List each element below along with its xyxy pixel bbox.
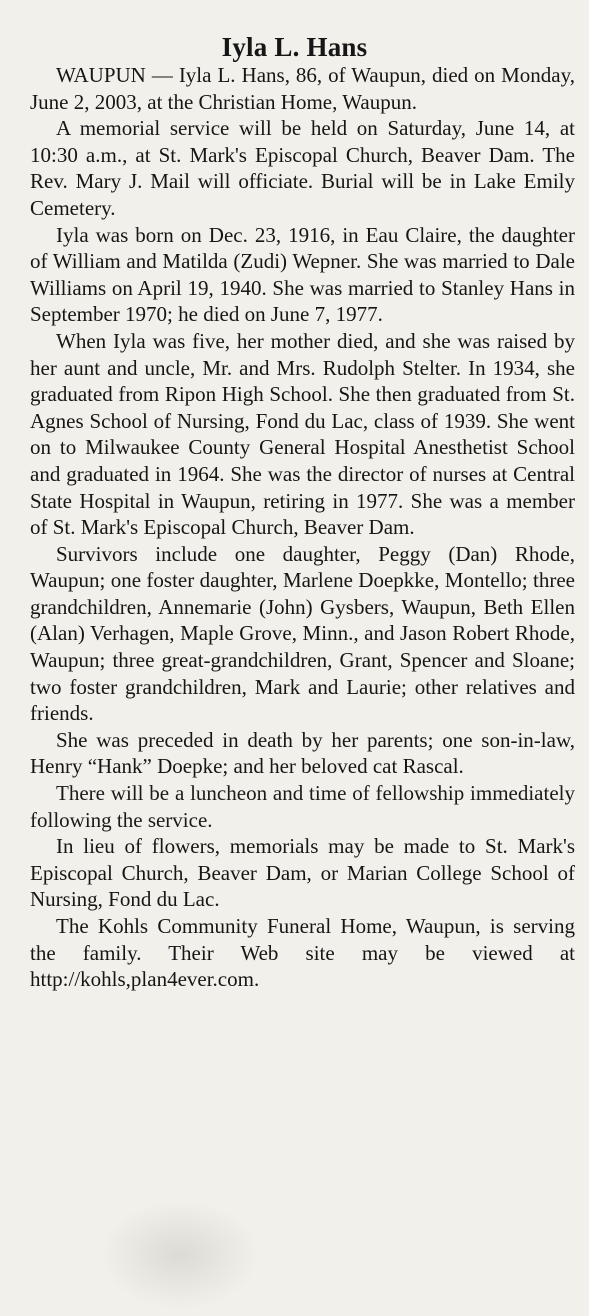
paragraph-preceded-in-death: She was preceded in death by her parents; one son-in-law, Henry “Hank” Doepke; and her beloved cat Rascal. [30, 727, 575, 779]
paragraph-luncheon: There will be a luncheon and time of fellowship immediately following the service. [30, 781, 575, 832]
paragraph-memorials: In lieu of flowers, memorials may be made to St. Mark's Episcopal Church, Beaver Dam, or Marian College School of Nursing, Fond du Lac. [30, 834, 575, 912]
paragraph-memorial-service: A memorial service will be held on Saturday, June 14, at 10:30 a.m., at St. Mark's Episcopal Church, Beaver Dam. The Rev. Mary J. Mail will officiate. Burial will be in Lake Emily Cemetery. [30, 116, 575, 220]
paragraph-life-career: When Iyla was five, her mother died, and she was raised by her aunt and uncle, Mr. and Mrs. Rudolph Stelter. In 1934, she graduated from Ripon High School. She then graduated from St. Agnes School of Nursing, Fond du Lac, class of 1939. She went on to Milwaukee County General Hospital Anesthetist School and graduated in 1964. She was the director of nurses at Central State Hospital in Waupun, retiring in 1977. She was a member of St. Mark's Episcopal Church, Beaver Dam. [30, 328, 575, 540]
obituary-body [30, 62, 575, 993]
paragraph-birth-marriage: Iyla was born on Dec. 23, 1916, in Eau Claire, the daughter of William and Matilda (Zudi) Wepner. She was married to Dale Williams on April 19, 1940. She was married to Stanley Hans in September 1970; he died on June 7, 1977. [30, 222, 575, 327]
obituary-title: Iyla L. Hans [221, 32, 368, 62]
paragraph-funeral-home: The Kohls Community Funeral Home, Waupun, is serving the family. Their Web site may be viewed at http://kohls,plan4ever.com. [30, 914, 575, 992]
paragraph-survivors: Survivors include one daughter, Peggy (Dan) Rhode, Waupun; one foster daughter, Marlene Doepkke, Montello; three grandchildren, Annemarie (John) Gysbers, Waupun, Beth Ellen (Alan) Verhagen, Maple Grove, Minn., and Jason Robert Rhode, Waupun; three great-grandchildren, Grant, Spencer and Sloane; two foster grandchildren, Mark and Laurie; other relatives and friends. [30, 541, 575, 726]
paragraph-death-notice: WAUPUN — Iyla L. Hans, 86, of Waupun, died on Monday, June 2, 2003, at the Christian Home, Waupun. [30, 63, 575, 114]
